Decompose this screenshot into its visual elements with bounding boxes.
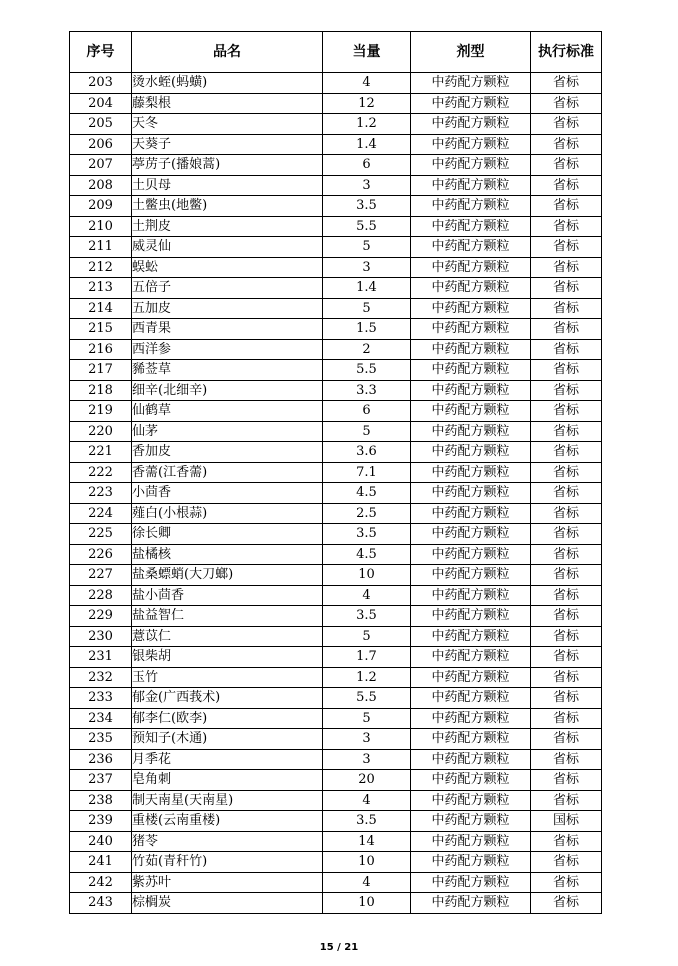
equivalent-cell: 5.5 (323, 688, 411, 709)
serial-cell: 240 (70, 831, 132, 852)
serial-cell: 225 (70, 524, 132, 545)
table-row (70, 770, 602, 791)
serial-cell: 210 (70, 216, 132, 237)
serial-cell: 232 (70, 667, 132, 688)
equivalent-cell: 5 (323, 708, 411, 729)
equivalent-cell: 5.5 (323, 360, 411, 381)
serial-cell: 231 (70, 647, 132, 668)
dosage-form-cell: 中药配方颗粒 (411, 421, 531, 442)
dosage-form-cell: 中药配方颗粒 (411, 298, 531, 319)
name-cell: 蜈蚣 (132, 257, 323, 278)
serial-cell: 229 (70, 606, 132, 627)
equivalent-cell: 3 (323, 729, 411, 750)
equivalent-cell: 10 (323, 852, 411, 873)
dosage-form-cell: 中药配方颗粒 (411, 237, 531, 258)
serial-cell: 216 (70, 339, 132, 360)
standard-cell: 省标 (531, 114, 602, 135)
standard-cell: 国标 (531, 811, 602, 832)
table-row (70, 257, 602, 278)
name-cell: 五倍子 (132, 278, 323, 299)
name-cell: 土鳖虫(地鳖) (132, 196, 323, 217)
equivalent-cell: 6 (323, 401, 411, 422)
serial-cell: 221 (70, 442, 132, 463)
name-cell: 五加皮 (132, 298, 323, 319)
name-cell: 棕榈炭 (132, 893, 323, 914)
name-cell: 烫水蛭(蚂蟥) (132, 73, 323, 94)
table-row (70, 667, 602, 688)
equivalent-cell: 1.2 (323, 667, 411, 688)
name-cell: 竹茹(青秆竹) (132, 852, 323, 873)
table-row (70, 319, 602, 340)
table-row (70, 585, 602, 606)
dosage-form-cell: 中药配方颗粒 (411, 73, 531, 94)
table-row (70, 380, 602, 401)
dosage-form-cell: 中药配方颗粒 (411, 196, 531, 217)
dosage-form-cell: 中药配方颗粒 (411, 401, 531, 422)
table-row (70, 503, 602, 524)
equivalent-cell: 3.3 (323, 380, 411, 401)
dosage-form-cell: 中药配方颗粒 (411, 524, 531, 545)
standard-cell: 省标 (531, 585, 602, 606)
standard-cell: 省标 (531, 298, 602, 319)
table-row (70, 93, 602, 114)
table-row (70, 606, 602, 627)
standard-cell: 省标 (531, 708, 602, 729)
name-cell: 香加皮 (132, 442, 323, 463)
table-body (70, 73, 602, 914)
dosage-form-cell: 中药配方颗粒 (411, 483, 531, 504)
serial-cell: 239 (70, 811, 132, 832)
dosage-form-cell: 中药配方颗粒 (411, 216, 531, 237)
name-cell: 皂角刺 (132, 770, 323, 791)
serial-cell: 220 (70, 421, 132, 442)
equivalent-cell: 12 (323, 93, 411, 114)
standard-cell: 省标 (531, 93, 602, 114)
serial-cell: 215 (70, 319, 132, 340)
serial-cell: 224 (70, 503, 132, 524)
standard-cell: 省标 (531, 442, 602, 463)
serial-cell: 234 (70, 708, 132, 729)
table-row (70, 688, 602, 709)
equivalent-cell: 4.5 (323, 544, 411, 565)
dosage-form-cell: 中药配方颗粒 (411, 647, 531, 668)
dosage-form-cell: 中药配方颗粒 (411, 257, 531, 278)
dosage-form-cell: 中药配方颗粒 (411, 667, 531, 688)
table-row (70, 237, 602, 258)
dosage-form-cell: 中药配方颗粒 (411, 749, 531, 770)
equivalent-cell: 5.5 (323, 216, 411, 237)
serial-cell: 206 (70, 134, 132, 155)
name-cell: 猪苓 (132, 831, 323, 852)
standard-cell: 省标 (531, 606, 602, 627)
name-cell: 盐橘核 (132, 544, 323, 565)
table-row (70, 401, 602, 422)
dosage-form-cell: 中药配方颗粒 (411, 585, 531, 606)
equivalent-cell: 1.2 (323, 114, 411, 135)
table-row (70, 339, 602, 360)
dosage-form-cell: 中药配方颗粒 (411, 872, 531, 893)
table-row (70, 442, 602, 463)
dosage-form-cell: 中药配方颗粒 (411, 790, 531, 811)
serial-cell: 212 (70, 257, 132, 278)
equivalent-cell: 4.5 (323, 483, 411, 504)
table-row (70, 852, 602, 873)
table-row (70, 811, 602, 832)
table-row (70, 134, 602, 155)
standard-cell: 省标 (531, 237, 602, 258)
equivalent-cell: 1.4 (323, 134, 411, 155)
serial-cell: 243 (70, 893, 132, 914)
serial-cell: 241 (70, 852, 132, 873)
name-cell: 玉竹 (132, 667, 323, 688)
standard-cell: 省标 (531, 360, 602, 381)
equivalent-cell: 14 (323, 831, 411, 852)
dosage-form-cell: 中药配方颗粒 (411, 360, 531, 381)
table-row (70, 565, 602, 586)
name-cell: 郁李仁(欧李) (132, 708, 323, 729)
name-cell: 土荆皮 (132, 216, 323, 237)
name-cell: 盐益智仁 (132, 606, 323, 627)
equivalent-cell: 3.5 (323, 524, 411, 545)
name-cell: 藤梨根 (132, 93, 323, 114)
serial-cell: 204 (70, 93, 132, 114)
equivalent-cell: 3 (323, 749, 411, 770)
table-row (70, 708, 602, 729)
serial-cell: 226 (70, 544, 132, 565)
name-cell: 薏苡仁 (132, 626, 323, 647)
standard-cell: 省标 (531, 175, 602, 196)
standard-cell: 省标 (531, 339, 602, 360)
table-row (70, 216, 602, 237)
standard-cell: 省标 (531, 196, 602, 217)
standard-cell: 省标 (531, 401, 602, 422)
standard-cell: 省标 (531, 503, 602, 524)
name-cell: 仙茅 (132, 421, 323, 442)
standard-cell: 省标 (531, 278, 602, 299)
standard-cell: 省标 (531, 647, 602, 668)
standard-cell: 省标 (531, 729, 602, 750)
standard-cell: 省标 (531, 524, 602, 545)
dosage-form-cell: 中药配方颗粒 (411, 852, 531, 873)
name-cell: 天冬 (132, 114, 323, 135)
table-row (70, 749, 602, 770)
standard-cell: 省标 (531, 462, 602, 483)
standard-cell: 省标 (531, 893, 602, 914)
equivalent-cell: 5 (323, 626, 411, 647)
equivalent-cell: 5 (323, 237, 411, 258)
table-row (70, 360, 602, 381)
name-cell: 银柴胡 (132, 647, 323, 668)
standard-cell: 省标 (531, 380, 602, 401)
standard-cell: 省标 (531, 770, 602, 791)
header-serial: 序号 (70, 32, 132, 73)
name-cell: 天葵子 (132, 134, 323, 155)
equivalent-cell: 4 (323, 585, 411, 606)
name-cell: 盐小茴香 (132, 585, 323, 606)
name-cell: 威灵仙 (132, 237, 323, 258)
dosage-form-cell: 中药配方颗粒 (411, 831, 531, 852)
dosage-form-cell: 中药配方颗粒 (411, 503, 531, 524)
dosage-form-cell: 中药配方颗粒 (411, 729, 531, 750)
serial-cell: 217 (70, 360, 132, 381)
dosage-form-cell: 中药配方颗粒 (411, 708, 531, 729)
serial-cell: 209 (70, 196, 132, 217)
equivalent-cell: 3 (323, 175, 411, 196)
dosage-form-cell: 中药配方颗粒 (411, 626, 531, 647)
standard-cell: 省标 (531, 565, 602, 586)
header-standard: 执行标准 (531, 32, 602, 73)
serial-cell: 203 (70, 73, 132, 94)
dosage-form-cell: 中药配方颗粒 (411, 380, 531, 401)
standard-cell: 省标 (531, 831, 602, 852)
equivalent-cell: 5 (323, 298, 411, 319)
equivalent-cell: 7.1 (323, 462, 411, 483)
dosage-form-cell: 中药配方颗粒 (411, 462, 531, 483)
equivalent-cell: 3 (323, 257, 411, 278)
standard-cell: 省标 (531, 790, 602, 811)
dosage-form-cell: 中药配方颗粒 (411, 175, 531, 196)
equivalent-cell: 4 (323, 73, 411, 94)
drug-table (69, 31, 602, 914)
serial-cell: 219 (70, 401, 132, 422)
serial-cell: 228 (70, 585, 132, 606)
header-equivalent: 当量 (323, 32, 411, 73)
name-cell: 仙鹤草 (132, 401, 323, 422)
name-cell: 紫苏叶 (132, 872, 323, 893)
serial-cell: 211 (70, 237, 132, 258)
table-row (70, 175, 602, 196)
dosage-form-cell: 中药配方颗粒 (411, 155, 531, 176)
serial-cell: 227 (70, 565, 132, 586)
name-cell: 制天南星(天南星) (132, 790, 323, 811)
standard-cell: 省标 (531, 852, 602, 873)
name-cell: 预知子(木通) (132, 729, 323, 750)
dosage-form-cell: 中药配方颗粒 (411, 93, 531, 114)
table-row (70, 155, 602, 176)
name-cell: 月季花 (132, 749, 323, 770)
table-row (70, 462, 602, 483)
dosage-form-cell: 中药配方颗粒 (411, 688, 531, 709)
dosage-form-cell: 中药配方颗粒 (411, 114, 531, 135)
dosage-form-cell: 中药配方颗粒 (411, 893, 531, 914)
equivalent-cell: 3.6 (323, 442, 411, 463)
dosage-form-cell: 中药配方颗粒 (411, 544, 531, 565)
equivalent-cell: 3.5 (323, 606, 411, 627)
name-cell: 香薷(江香薷) (132, 462, 323, 483)
dosage-form-cell: 中药配方颗粒 (411, 339, 531, 360)
standard-cell: 省标 (531, 688, 602, 709)
dosage-form-cell: 中药配方颗粒 (411, 565, 531, 586)
table-row (70, 831, 602, 852)
serial-cell: 237 (70, 770, 132, 791)
name-cell: 西青果 (132, 319, 323, 340)
table-row (70, 73, 602, 94)
name-cell: 重楼(云南重楼) (132, 811, 323, 832)
table-row (70, 421, 602, 442)
name-cell: 土贝母 (132, 175, 323, 196)
serial-cell: 230 (70, 626, 132, 647)
standard-cell: 省标 (531, 483, 602, 504)
equivalent-cell: 20 (323, 770, 411, 791)
equivalent-cell: 6 (323, 155, 411, 176)
serial-cell: 205 (70, 114, 132, 135)
equivalent-cell: 5 (323, 421, 411, 442)
dosage-form-cell: 中药配方颗粒 (411, 606, 531, 627)
header-dosage-form: 剂型 (411, 32, 531, 73)
dosage-form-cell: 中药配方颗粒 (411, 278, 531, 299)
equivalent-cell: 2.5 (323, 503, 411, 524)
standard-cell: 省标 (531, 73, 602, 94)
dosage-form-cell: 中药配方颗粒 (411, 319, 531, 340)
name-cell: 盐桑螵蛸(大刀螂) (132, 565, 323, 586)
serial-cell: 207 (70, 155, 132, 176)
name-cell: 细辛(北细辛) (132, 380, 323, 401)
standard-cell: 省标 (531, 134, 602, 155)
table-row (70, 298, 602, 319)
equivalent-cell: 2 (323, 339, 411, 360)
serial-cell: 235 (70, 729, 132, 750)
standard-cell: 省标 (531, 319, 602, 340)
table-row (70, 626, 602, 647)
page-number: 15 / 21 (319, 942, 359, 953)
standard-cell: 省标 (531, 626, 602, 647)
standard-cell: 省标 (531, 216, 602, 237)
serial-cell: 213 (70, 278, 132, 299)
table-row (70, 893, 602, 914)
serial-cell: 208 (70, 175, 132, 196)
table-row (70, 196, 602, 217)
serial-cell: 222 (70, 462, 132, 483)
serial-cell: 236 (70, 749, 132, 770)
equivalent-cell: 1.4 (323, 278, 411, 299)
equivalent-cell: 1.7 (323, 647, 411, 668)
table-row (70, 647, 602, 668)
table-row (70, 872, 602, 893)
equivalent-cell: 4 (323, 790, 411, 811)
name-cell: 葶苈子(播娘蒿) (132, 155, 323, 176)
equivalent-cell: 10 (323, 565, 411, 586)
table-row (70, 114, 602, 135)
name-cell: 豨莶草 (132, 360, 323, 381)
dosage-form-cell: 中药配方颗粒 (411, 442, 531, 463)
equivalent-cell: 4 (323, 872, 411, 893)
serial-cell: 218 (70, 380, 132, 401)
equivalent-cell: 3.5 (323, 811, 411, 832)
table-row (70, 790, 602, 811)
name-cell: 薤白(小根蒜) (132, 503, 323, 524)
standard-cell: 省标 (531, 155, 602, 176)
table-row (70, 729, 602, 750)
table-row (70, 544, 602, 565)
dosage-form-cell: 中药配方颗粒 (411, 770, 531, 791)
serial-cell: 233 (70, 688, 132, 709)
standard-cell: 省标 (531, 421, 602, 442)
standard-cell: 省标 (531, 544, 602, 565)
name-cell: 小茴香 (132, 483, 323, 504)
standard-cell: 省标 (531, 749, 602, 770)
name-cell: 徐长卿 (132, 524, 323, 545)
table-header-row (70, 32, 602, 73)
name-cell: 郁金(广西莪术) (132, 688, 323, 709)
equivalent-cell: 1.5 (323, 319, 411, 340)
standard-cell: 省标 (531, 667, 602, 688)
header-name: 品名 (132, 32, 323, 73)
table-row (70, 524, 602, 545)
standard-cell: 省标 (531, 257, 602, 278)
equivalent-cell: 10 (323, 893, 411, 914)
dosage-form-cell: 中药配方颗粒 (411, 811, 531, 832)
dosage-form-cell: 中药配方颗粒 (411, 134, 531, 155)
table-row (70, 483, 602, 504)
name-cell: 西洋参 (132, 339, 323, 360)
equivalent-cell: 3.5 (323, 196, 411, 217)
serial-cell: 238 (70, 790, 132, 811)
serial-cell: 223 (70, 483, 132, 504)
serial-cell: 214 (70, 298, 132, 319)
standard-cell: 省标 (531, 872, 602, 893)
serial-cell: 242 (70, 872, 132, 893)
table-row (70, 278, 602, 299)
